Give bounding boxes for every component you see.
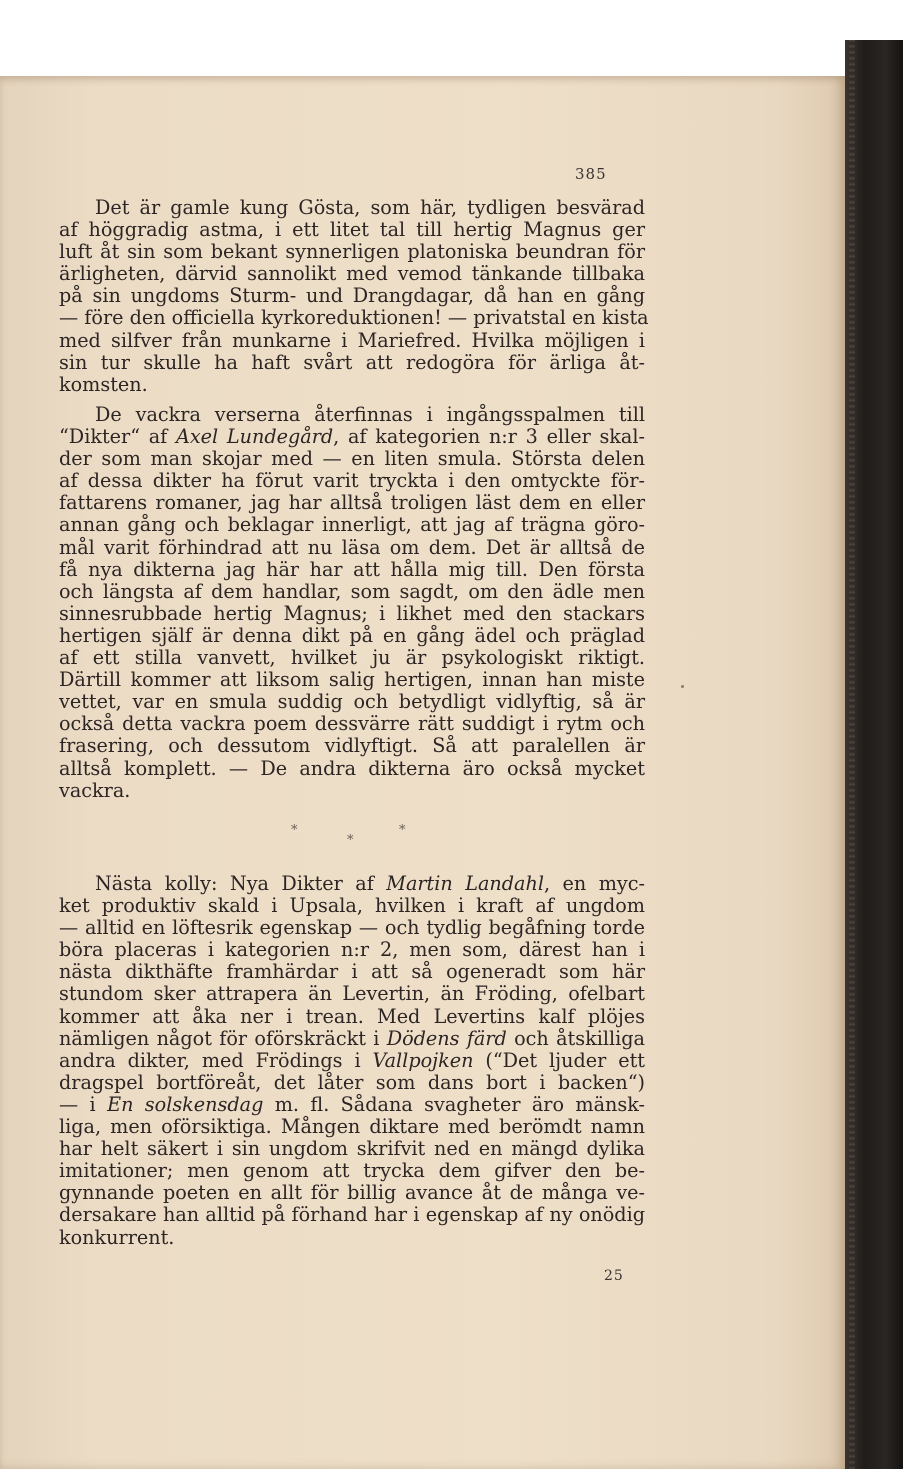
text-line: ärligheten, därvid sannolikt med vemod tänkande tillbaka (59, 262, 645, 286)
italic-title: Axel Lundegård (175, 425, 334, 449)
text-line: — före den officiella kyrkoreduktionen! — privatstal en kista (59, 306, 649, 330)
text-line: dersakare han alltid på förhand har i egenskap af ny onödig (59, 1203, 645, 1227)
text-line: med silfver från munkarne i Mariefred. Hvilka möjligen i (59, 328, 645, 352)
text-line: annan gång och beklagar innerligt, att jag af trägna göro- (59, 513, 645, 537)
text-line: komsten. (59, 372, 148, 396)
section-separator (283, 823, 423, 853)
text-line: vettet, var en smula suddig och betydligt vidlyftig, så är (59, 690, 645, 714)
text-line: dragspel bortföreåt, det låter som dans bort i backen“) (59, 1070, 645, 1094)
page-number-top: 385 (575, 165, 607, 183)
italic-title: En solskensdag (107, 1092, 264, 1116)
text-line: har helt säkert i sin ungdom skrifvit ned en mängd dylika (59, 1137, 645, 1161)
text-line: fattarens romaner, jag har alltså troligen läst dem en eller (59, 491, 645, 515)
text-line: böra placeras i kategorien n:r 2, men som, därest han i (59, 938, 645, 962)
page-number-bottom: 25 (604, 1268, 624, 1284)
text-line: mål varit förhindrad att nu läsa om dem. Det är alltså de (59, 535, 645, 559)
text-line: — i En solskensdag m. fl. Sådana svagheter äro mänsk- (59, 1092, 645, 1116)
text-line: sinnesrubbade hertig Magnus; i likhet med den stackars (59, 601, 645, 625)
asterisk-mark: * (347, 833, 354, 848)
text-line: Det är gamle kung Gösta, som här, tydligen besvärad (95, 196, 645, 219)
italic-title: Martin Landahl (386, 872, 544, 895)
text-line: hertigen själf är denna dikt på en gång ädel och präglad (59, 623, 645, 647)
text-line: konkurrent. (59, 1225, 175, 1249)
text-line: på sin ungdoms Sturm- und Drangdagar, då han en gång (59, 284, 645, 308)
text-line: “Dikter“ af Axel Lundegård, af kategorien n:r 3 eller skal- (59, 425, 645, 449)
text-line: frasering, och dessutom vidlyftigt. Så att paralellen är (59, 734, 645, 758)
paragraph-2 (59, 404, 645, 802)
text-line: liga, men oförsiktiga. Mången diktare med berömdt namn (59, 1115, 645, 1139)
italic-title: Vallpojken (372, 1048, 474, 1072)
text-line: andra dikter, med Frödings i Vallpojken (“Det ljuder ett (59, 1048, 646, 1072)
text-line: af höggradig astma, i ett litet tal till hertig Magnus ger (59, 218, 645, 242)
text-line: nämligen något för oförskräckt i Dödens färd och åtskilliga (59, 1026, 645, 1050)
text-line: Därtill kommer att liksom salig hertigen, innan han miste (59, 668, 645, 692)
text-line: och längsta af dem handlar, som sagdt, om den ädle men (59, 579, 645, 603)
paragraph-1 (59, 196, 649, 396)
book-cover-edge (845, 40, 903, 1469)
text-line: kommer att åka ner i trean. Med Levertins kalf plöjes (59, 1004, 645, 1028)
paragraph-3 (59, 873, 645, 1249)
text-line: ket produktiv skald i Upsala, hvilken i kraft af ungdom (59, 894, 645, 918)
text-line: sin tur skulle ha haft svårt att redogöra för ärliga åt- (59, 350, 645, 374)
asterisk-mark: * (291, 823, 298, 838)
text-line: De vackra verserna återfinnas i ingångsspalmen till (95, 403, 645, 426)
text-line: — alltid en löftesrik egenskap — och tydlig begåfning torde (59, 916, 645, 940)
text-line: gynnande poeten en allt för billig avance åt de många ve- (59, 1181, 645, 1205)
text-line: nästa dikthäfte framhärdar i att så ogeneradt som här (59, 960, 645, 984)
text-line: också detta vackra poem dessvärre rätt suddigt i rytm och (59, 712, 645, 736)
asterisk-mark: * (399, 823, 406, 838)
paper-speck (681, 685, 684, 688)
text-line: få nya dikterna jag här har att hålla mig till. Den första (59, 557, 645, 581)
text-line: stundom sker attrapera än Levertin, än Fröding, ofelbart (59, 982, 645, 1006)
text-line: der som man skojar med — en liten smula. Största delen (59, 447, 645, 471)
text-line: af ett stilla vanvett, hvilket ju är psykologiskt riktigt. (59, 646, 645, 670)
text-line: Nästa kolly: Nya Dikter af Martin Landahl, en myc- (95, 872, 645, 895)
italic-title: Dödens färd (386, 1026, 507, 1050)
text-line: luft åt sin som bekant synnerligen platoniska beundran för (59, 240, 645, 264)
text-line: af dessa dikter ha förut varit tryckta i den omtyckte för- (59, 469, 645, 493)
text-line: vackra. (59, 778, 131, 802)
text-line: alltså komplett. — De andra dikterna äro också mycket (59, 756, 645, 780)
text-line: imitationer; men genom att trycka dem gifver den be- (59, 1159, 645, 1183)
